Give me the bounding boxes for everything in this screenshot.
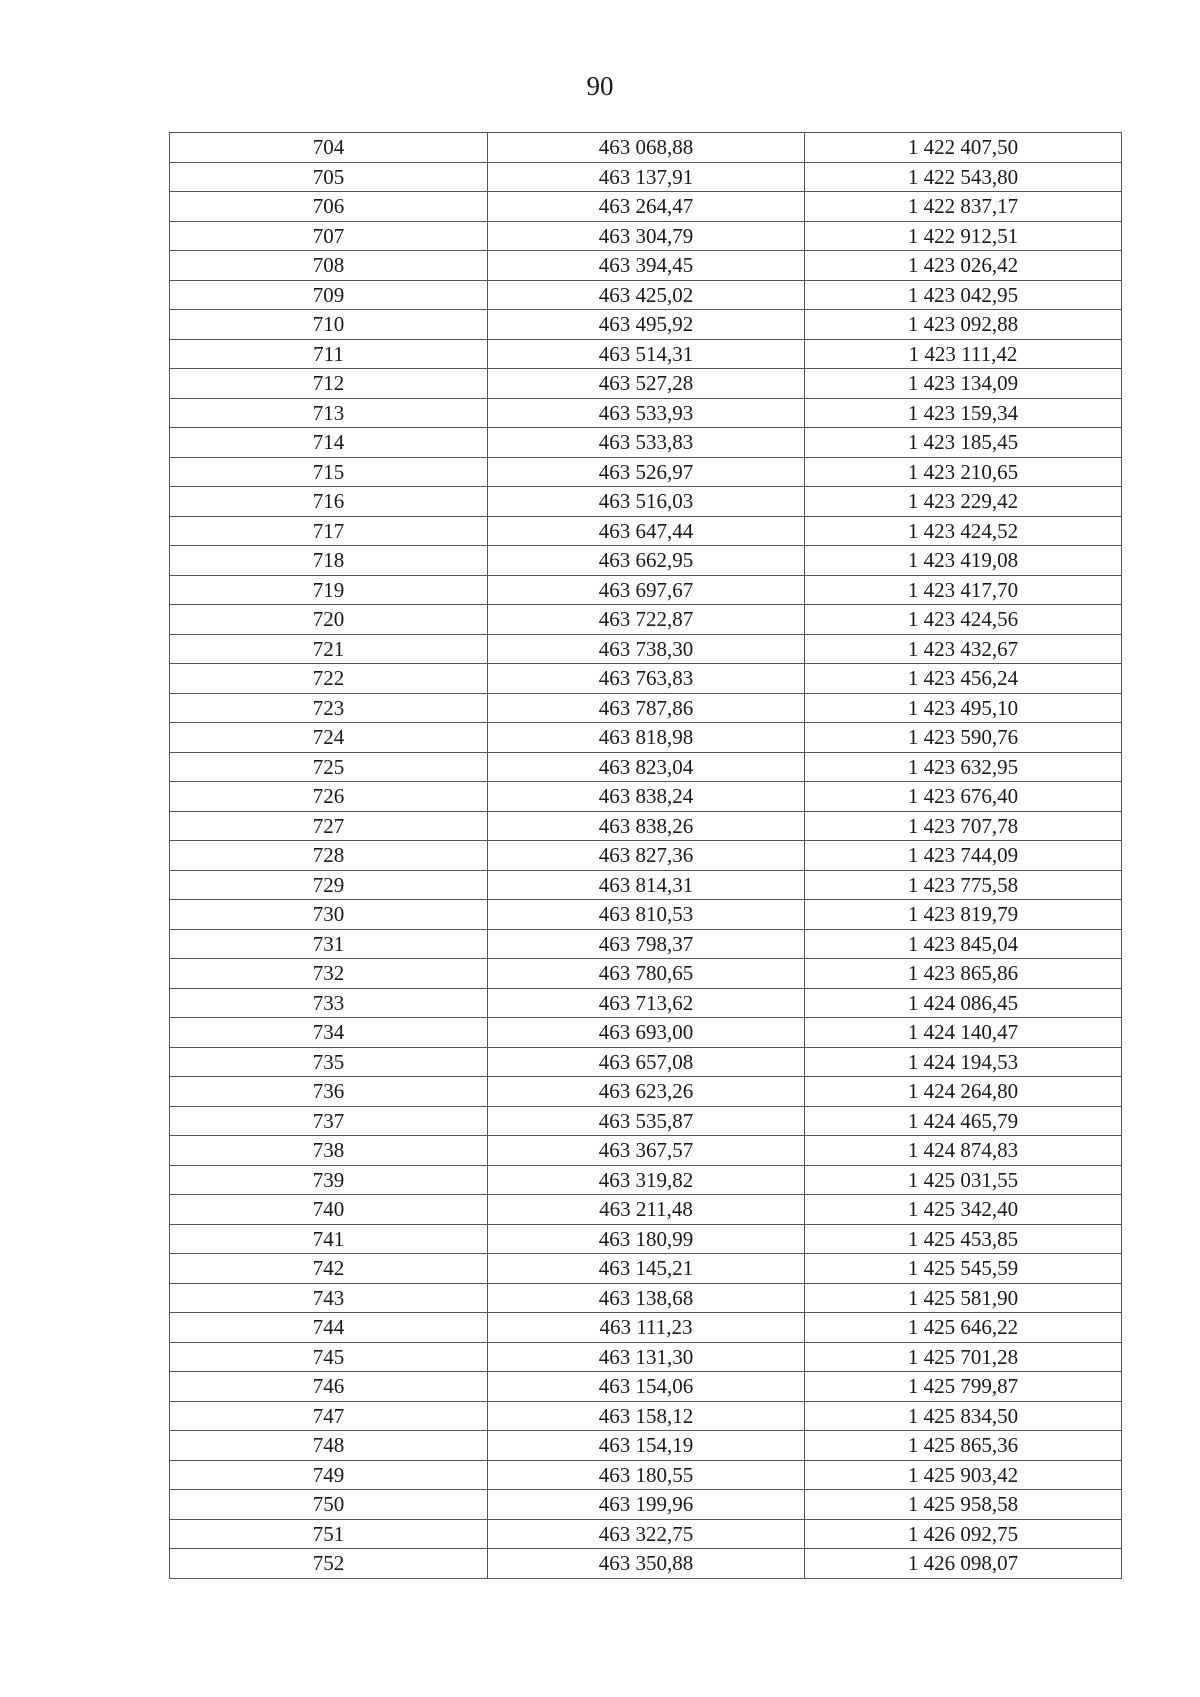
table-row [170,1224,1122,1254]
table-row [170,693,1122,723]
point-number-cell: 721 [170,634,488,664]
table-row [170,605,1122,635]
point-number-cell: 705 [170,162,488,192]
point-number-cell: 744 [170,1313,488,1343]
point-number-cell: 734 [170,1018,488,1048]
x-coordinate-cell: 463 180,99 [488,1224,805,1254]
x-coordinate-cell: 463 394,45 [488,251,805,281]
point-number-cell: 751 [170,1519,488,1549]
point-number-cell: 713 [170,398,488,428]
point-number-cell: 711 [170,339,488,369]
table-row [170,1283,1122,1313]
y-coordinate-cell: 1 423 417,70 [805,575,1122,605]
x-coordinate-cell: 463 514,31 [488,339,805,369]
table-row [170,1401,1122,1431]
x-coordinate-cell: 463 526,97 [488,457,805,487]
point-number-cell: 752 [170,1549,488,1579]
y-coordinate-cell: 1 423 229,42 [805,487,1122,517]
x-coordinate-cell: 463 662,95 [488,546,805,576]
x-coordinate-cell: 463 693,00 [488,1018,805,1048]
table-row [170,487,1122,517]
point-number-cell: 708 [170,251,488,281]
table-row [170,516,1122,546]
y-coordinate-cell: 1 423 707,78 [805,811,1122,841]
x-coordinate-cell: 463 154,06 [488,1372,805,1402]
table-row [170,1342,1122,1372]
x-coordinate-cell: 463 158,12 [488,1401,805,1431]
y-coordinate-cell: 1 423 456,24 [805,664,1122,694]
table-row [170,811,1122,841]
point-number-cell: 746 [170,1372,488,1402]
x-coordinate-cell: 463 697,67 [488,575,805,605]
y-coordinate-cell: 1 423 111,42 [805,339,1122,369]
y-coordinate-cell: 1 423 865,86 [805,959,1122,989]
y-coordinate-cell: 1 426 092,75 [805,1519,1122,1549]
x-coordinate-cell: 463 713,62 [488,988,805,1018]
point-number-cell: 738 [170,1136,488,1166]
page-number: 90 [586,71,614,101]
x-coordinate-cell: 463 738,30 [488,634,805,664]
table-row [170,870,1122,900]
x-coordinate-cell: 463 111,23 [488,1313,805,1343]
y-coordinate-cell: 1 423 590,76 [805,723,1122,753]
y-coordinate-cell: 1 423 042,95 [805,280,1122,310]
table-row [170,841,1122,871]
point-number-cell: 719 [170,575,488,605]
table-row [170,428,1122,458]
x-coordinate-cell: 463 319,82 [488,1165,805,1195]
y-coordinate-cell: 1 423 419,08 [805,546,1122,576]
y-coordinate-cell: 1 424 194,53 [805,1047,1122,1077]
y-coordinate-cell: 1 425 865,36 [805,1431,1122,1461]
x-coordinate-cell: 463 527,28 [488,369,805,399]
y-coordinate-cell: 1 425 834,50 [805,1401,1122,1431]
y-coordinate-cell: 1 423 819,79 [805,900,1122,930]
table-row [170,723,1122,753]
y-coordinate-cell: 1 426 098,07 [805,1549,1122,1579]
x-coordinate-cell: 463 322,75 [488,1519,805,1549]
table-row [170,251,1122,281]
table-row [170,1460,1122,1490]
x-coordinate-cell: 463 304,79 [488,221,805,251]
y-coordinate-cell: 1 425 581,90 [805,1283,1122,1313]
point-number-cell: 743 [170,1283,488,1313]
x-coordinate-cell: 463 138,68 [488,1283,805,1313]
table-row [170,1165,1122,1195]
table-row [170,1519,1122,1549]
y-coordinate-cell: 1 425 903,42 [805,1460,1122,1490]
y-coordinate-cell: 1 424 264,80 [805,1077,1122,1107]
x-coordinate-cell: 463 495,92 [488,310,805,340]
point-number-cell: 736 [170,1077,488,1107]
table-row [170,1106,1122,1136]
y-coordinate-cell: 1 423 432,67 [805,634,1122,664]
x-coordinate-cell: 463 838,26 [488,811,805,841]
y-coordinate-cell: 1 425 342,40 [805,1195,1122,1225]
point-number-cell: 725 [170,752,488,782]
table-row [170,988,1122,1018]
y-coordinate-cell: 1 425 701,28 [805,1342,1122,1372]
table-row [170,162,1122,192]
table-row [170,900,1122,930]
x-coordinate-cell: 463 814,31 [488,870,805,900]
x-coordinate-cell: 463 798,37 [488,929,805,959]
point-number-cell: 732 [170,959,488,989]
table-row [170,457,1122,487]
x-coordinate-cell: 463 722,87 [488,605,805,635]
point-number-cell: 723 [170,693,488,723]
table-row [170,1490,1122,1520]
table-row [170,752,1122,782]
y-coordinate-cell: 1 423 134,09 [805,369,1122,399]
y-coordinate-cell: 1 423 424,56 [805,605,1122,635]
point-number-cell: 709 [170,280,488,310]
point-number-cell: 715 [170,457,488,487]
table-row [170,1077,1122,1107]
x-coordinate-cell: 463 810,53 [488,900,805,930]
point-number-cell: 722 [170,664,488,694]
y-coordinate-cell: 1 425 799,87 [805,1372,1122,1402]
point-number-cell: 707 [170,221,488,251]
table-row [170,398,1122,428]
y-coordinate-cell: 1 423 026,42 [805,251,1122,281]
x-coordinate-cell: 463 623,26 [488,1077,805,1107]
y-coordinate-cell: 1 423 495,10 [805,693,1122,723]
y-coordinate-cell: 1 423 185,45 [805,428,1122,458]
x-coordinate-cell: 463 131,30 [488,1342,805,1372]
y-coordinate-cell: 1 425 545,59 [805,1254,1122,1284]
table-row [170,1549,1122,1579]
y-coordinate-cell: 1 424 086,45 [805,988,1122,1018]
point-number-cell: 742 [170,1254,488,1284]
x-coordinate-cell: 463 763,83 [488,664,805,694]
x-coordinate-cell: 463 145,21 [488,1254,805,1284]
point-number-cell: 718 [170,546,488,576]
table-row [170,192,1122,222]
table-row [170,782,1122,812]
point-number-cell: 747 [170,1401,488,1431]
x-coordinate-cell: 463 516,03 [488,487,805,517]
point-number-cell: 726 [170,782,488,812]
point-number-cell: 749 [170,1460,488,1490]
x-coordinate-cell: 463 827,36 [488,841,805,871]
y-coordinate-cell: 1 425 958,58 [805,1490,1122,1520]
point-number-cell: 720 [170,605,488,635]
table-row [170,221,1122,251]
x-coordinate-cell: 463 264,47 [488,192,805,222]
table-row [170,575,1122,605]
table-row [170,1136,1122,1166]
y-coordinate-cell: 1 424 874,83 [805,1136,1122,1166]
point-number-cell: 740 [170,1195,488,1225]
point-number-cell: 706 [170,192,488,222]
x-coordinate-cell: 463 367,57 [488,1136,805,1166]
table-row [170,929,1122,959]
y-coordinate-cell: 1 422 912,51 [805,221,1122,251]
x-coordinate-cell: 463 647,44 [488,516,805,546]
x-coordinate-cell: 463 657,08 [488,1047,805,1077]
point-number-cell: 745 [170,1342,488,1372]
point-number-cell: 741 [170,1224,488,1254]
table-row [170,310,1122,340]
table-row [170,1313,1122,1343]
point-number-cell: 724 [170,723,488,753]
y-coordinate-cell: 1 423 632,95 [805,752,1122,782]
y-coordinate-cell: 1 424 140,47 [805,1018,1122,1048]
y-coordinate-cell: 1 424 465,79 [805,1106,1122,1136]
point-number-cell: 714 [170,428,488,458]
point-number-cell: 748 [170,1431,488,1461]
x-coordinate-cell: 463 068,88 [488,133,805,163]
y-coordinate-cell: 1 423 676,40 [805,782,1122,812]
y-coordinate-cell: 1 423 092,88 [805,310,1122,340]
x-coordinate-cell: 463 180,55 [488,1460,805,1490]
point-number-cell: 717 [170,516,488,546]
point-number-cell: 712 [170,369,488,399]
point-number-cell: 731 [170,929,488,959]
x-coordinate-cell: 463 823,04 [488,752,805,782]
x-coordinate-cell: 463 137,91 [488,162,805,192]
table-row [170,546,1122,576]
point-number-cell: 710 [170,310,488,340]
y-coordinate-cell: 1 422 837,17 [805,192,1122,222]
x-coordinate-cell: 463 211,48 [488,1195,805,1225]
x-coordinate-cell: 463 818,98 [488,723,805,753]
point-number-cell: 727 [170,811,488,841]
table-row [170,959,1122,989]
y-coordinate-cell: 1 423 210,65 [805,457,1122,487]
table-row [170,369,1122,399]
point-number-cell: 728 [170,841,488,871]
x-coordinate-cell: 463 533,93 [488,398,805,428]
y-coordinate-cell: 1 423 775,58 [805,870,1122,900]
y-coordinate-cell: 1 422 543,80 [805,162,1122,192]
table-row [170,133,1122,163]
y-coordinate-cell: 1 423 424,52 [805,516,1122,546]
x-coordinate-cell: 463 780,65 [488,959,805,989]
point-number-cell: 739 [170,1165,488,1195]
x-coordinate-cell: 463 535,87 [488,1106,805,1136]
y-coordinate-cell: 1 422 407,50 [805,133,1122,163]
point-number-cell: 704 [170,133,488,163]
y-coordinate-cell: 1 423 845,04 [805,929,1122,959]
coordinates-table-body [170,133,1122,1579]
point-number-cell: 735 [170,1047,488,1077]
y-coordinate-cell: 1 425 031,55 [805,1165,1122,1195]
table-row [170,664,1122,694]
table-row [170,1254,1122,1284]
point-number-cell: 730 [170,900,488,930]
y-coordinate-cell: 1 425 646,22 [805,1313,1122,1343]
x-coordinate-cell: 463 838,24 [488,782,805,812]
y-coordinate-cell: 1 423 159,34 [805,398,1122,428]
x-coordinate-cell: 463 199,96 [488,1490,805,1520]
table-row [170,634,1122,664]
table-row [170,1018,1122,1048]
x-coordinate-cell: 463 425,02 [488,280,805,310]
table-row [170,280,1122,310]
table-row [170,339,1122,369]
x-coordinate-cell: 463 154,19 [488,1431,805,1461]
table-row [170,1431,1122,1461]
point-number-cell: 729 [170,870,488,900]
x-coordinate-cell: 463 787,86 [488,693,805,723]
y-coordinate-cell: 1 423 744,09 [805,841,1122,871]
x-coordinate-cell: 463 533,83 [488,428,805,458]
point-number-cell: 733 [170,988,488,1018]
point-number-cell: 716 [170,487,488,517]
point-number-cell: 750 [170,1490,488,1520]
table-row [170,1047,1122,1077]
x-coordinate-cell: 463 350,88 [488,1549,805,1579]
table-row [170,1195,1122,1225]
point-number-cell: 737 [170,1106,488,1136]
table-row [170,1372,1122,1402]
coordinates-table [169,132,1122,1579]
y-coordinate-cell: 1 425 453,85 [805,1224,1122,1254]
